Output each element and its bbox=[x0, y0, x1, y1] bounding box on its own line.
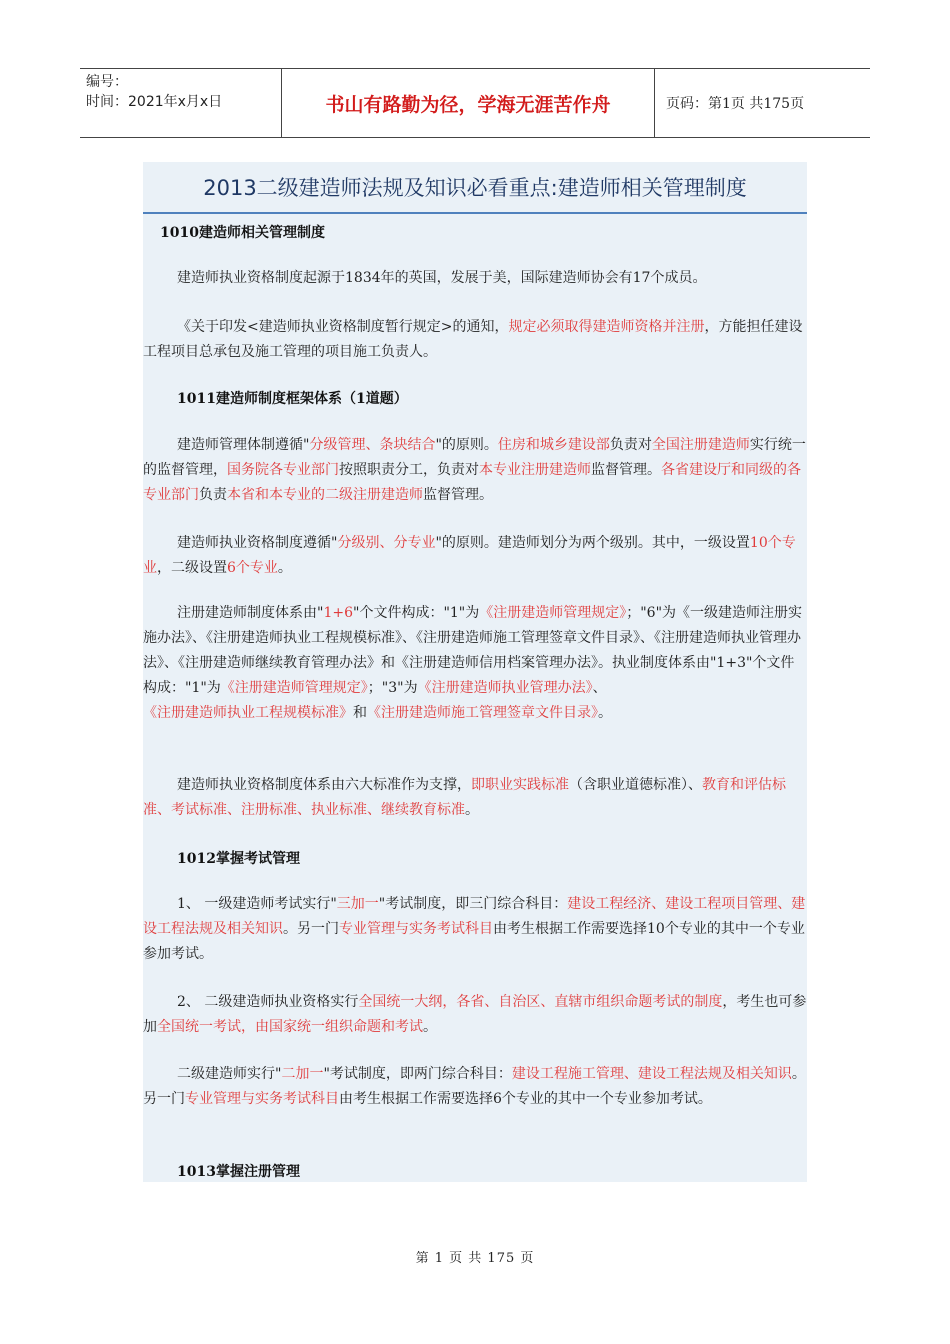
paragraph-1: 建造师执业资格制度起源于1834年的英国，发展于美，国际建造师协会有17个成员。 bbox=[177, 270, 707, 286]
header-meta bbox=[80, 69, 282, 137]
header-motto: 书山有路勤为径，学海无涯苦作舟 bbox=[282, 69, 655, 137]
page-header bbox=[80, 68, 870, 138]
paragraph-3: 建造师管理体制遵循"分级管理、条块结合"的原则。住房和城乡建设部负责对全国注册建造师实行统一的监督管理，国务院各专业部门按照职责分工，负责对本专业注册建造师监督管理。各省建设厅和同级的各专业部门负责本省和本专业的二级注册建造师监督管理。 bbox=[143, 437, 806, 503]
paragraph-2: 《关于印发<建造师执业资格制度暂行规定>的通知，规定必须取得建造师资格并注册，方能担任建设工程项目总承包及施工管理的项目施工负责人。 bbox=[143, 319, 803, 360]
page-footer: 第 1 页 共 175 页 bbox=[415, 1251, 535, 1266]
title-underline bbox=[143, 212, 807, 214]
document-title: 2013二级建造师法规及知识必看重点:建造师相关管理制度 bbox=[203, 176, 747, 200]
paragraph-5: 注册建造师制度体系由"1+6"个文件构成："1"为《注册建造师管理规定》；"6"为《一级建造师注册实施办法》、《注册建造师执业工程规模标准》、《注册建造师施工管理签章文件目录》、《注册建造师执业管理办法》、《注册建造师继续教育管理办法》和《注册建造师信用档案管理办法》。执业制度体系由"1+3"个文件构成："1"为《注册建造师管理规定》；"3"为《注册建造师执业管理办法》、《注册建造师执业工程规模标准》和《注册建造师施工管理签章文件目录》。 bbox=[143, 605, 803, 721]
number-label: 编号： bbox=[86, 74, 128, 90]
paragraph-4: 建造师执业资格制度遵循"分级别、分专业"的原则。建造师划分为两个级别。其中，一级设置10个专业，二级设置6个专业。 bbox=[143, 535, 796, 576]
paragraph-9: 二级建造师实行"二加一"考试制度，即两门综合科目：建设工程施工管理、建设工程法规及相关知识。另一门专业管理与实务考试科目由考生根据工作需要选择6个专业的其中一个专业参加考试。 bbox=[143, 1066, 806, 1107]
time-label: 时间：2021年x月x日 bbox=[86, 94, 223, 110]
header-page-info: 页码：第1页 共175页 bbox=[666, 96, 805, 112]
section-heading-1013: 1013掌握注册管理 bbox=[177, 1164, 300, 1180]
paragraph-7: 1、 一级建造师考试实行"三加一"考试制度，即三门综合科目：建设工程经济、建设工程项目管理、建设工程法规及相关知识。另一门专业管理与实务考试科目由考生根据工作需要选择10个专业的其中一个专业参加考试。 bbox=[143, 896, 806, 962]
section-heading-1010: 1010建造师相关管理制度 bbox=[160, 225, 325, 241]
paragraph-8: 2、 二级建造师执业资格实行全国统一大纲，各省、自治区、直辖市组织命题考试的制度，考生也可参加全国统一考试，由国家统一组织命题和考试。 bbox=[143, 994, 807, 1035]
section-heading-1011: 1011建造师制度框架体系（1道题） bbox=[177, 391, 408, 407]
section-heading-1012: 1012掌握考试管理 bbox=[177, 851, 300, 867]
paragraph-6: 建造师执业资格制度体系由六大标准作为支撑，即职业实践标准（含职业道德标准）、教育和评估标准、考试标准、注册标准、执业标准、继续教育标准。 bbox=[143, 777, 786, 818]
